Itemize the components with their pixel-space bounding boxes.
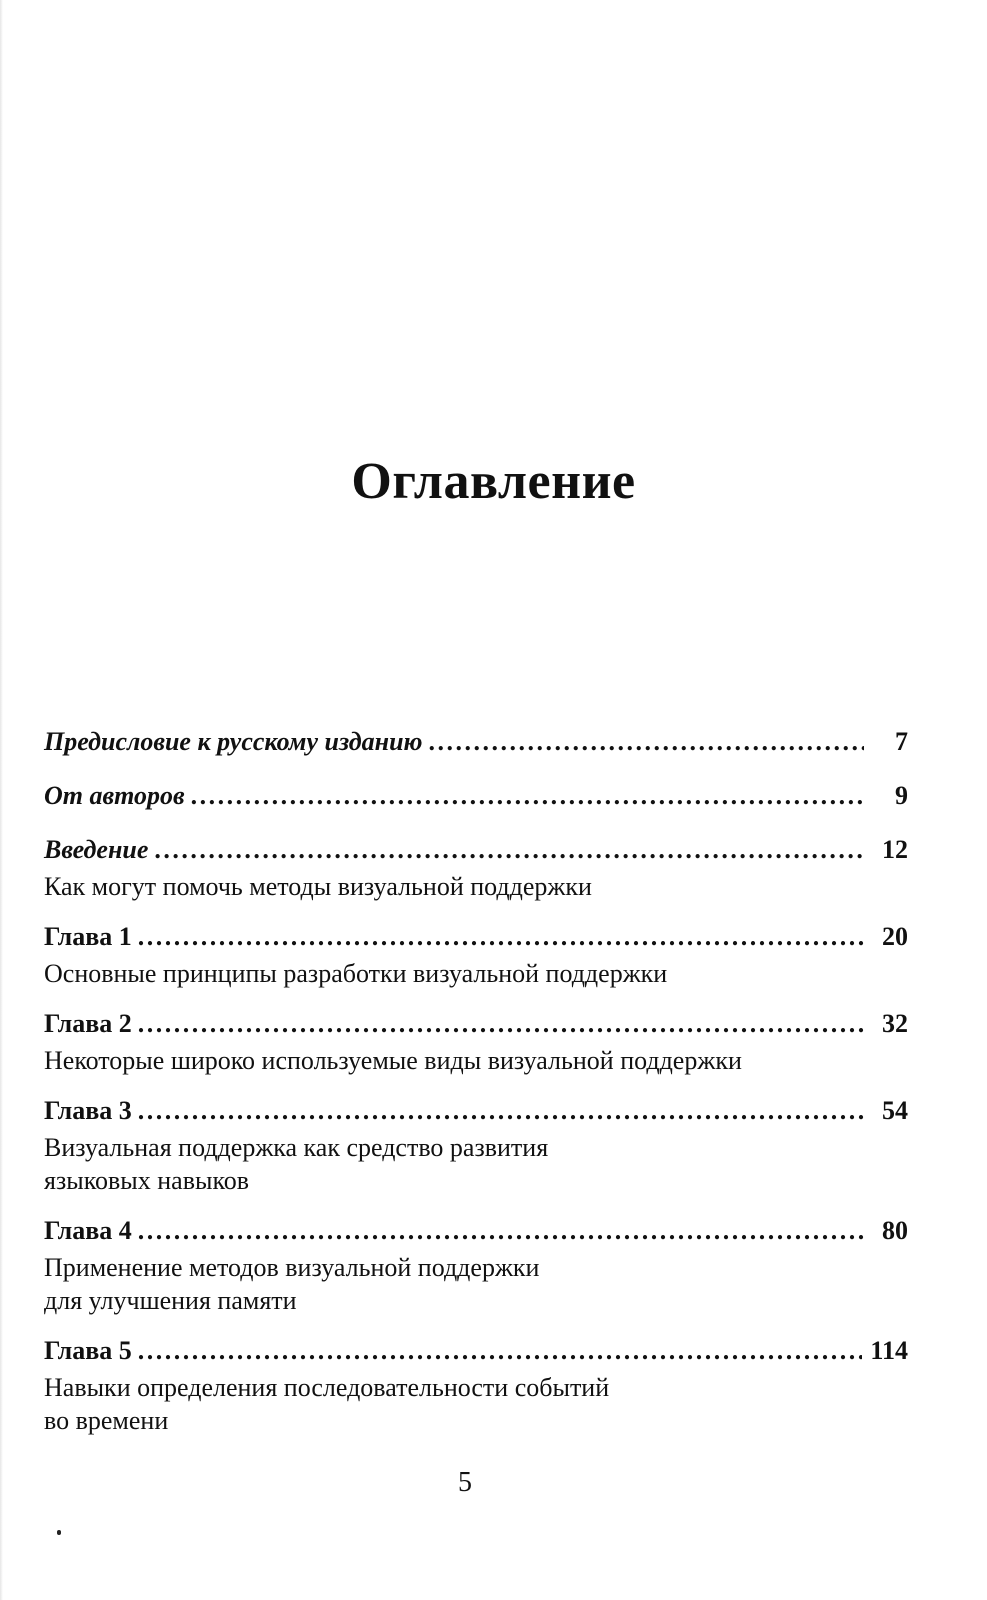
toc-entry-preface-russian[interactable] xyxy=(44,722,908,762)
toc-entry-introduction[interactable] xyxy=(44,830,908,903)
page-number-footer: 5 xyxy=(458,1467,472,1498)
toc-entry-label: Глава 2 xyxy=(44,1009,132,1038)
page-edge-shadow xyxy=(0,0,3,1600)
dot-leader xyxy=(138,1331,863,1371)
toc-entry-chapter-4[interactable] xyxy=(44,1211,908,1317)
toc-entry-chapter-2[interactable] xyxy=(44,1004,908,1077)
toc-entry-label: Глава 1 xyxy=(44,922,132,951)
toc-entry-label: Введение xyxy=(44,835,149,864)
toc-page-number: 32 xyxy=(882,1009,908,1038)
toc-entry-subtitle: Визуальная поддержка как средство развития xyxy=(44,1133,549,1162)
toc-entry-subtitle: Навыки определения последовательности событий xyxy=(44,1373,610,1402)
toc-entry-subtitle: во времени xyxy=(44,1406,169,1435)
toc-entry-subtitle: языковых навыков xyxy=(44,1166,250,1195)
toc-page-number: 80 xyxy=(882,1216,908,1245)
toc-entry-chapter-3[interactable] xyxy=(44,1091,908,1197)
toc-entry-label: От авторов xyxy=(44,781,185,810)
dot-leader xyxy=(429,722,864,762)
toc-page-number: 7 xyxy=(895,727,908,756)
toc-page-number: 54 xyxy=(882,1096,908,1125)
toc-entry-subtitle: для улучшения памяти xyxy=(44,1286,297,1315)
toc-entry-subtitle: Как могут помочь методы визуальной поддержки xyxy=(44,872,592,901)
toc-entry-subtitle: Основные принципы разработки визуальной поддержки xyxy=(44,959,668,988)
print-speck xyxy=(57,1530,61,1535)
dot-leader xyxy=(138,917,864,957)
toc-entry-chapter-5[interactable] xyxy=(44,1331,908,1437)
dot-leader xyxy=(138,1091,864,1131)
toc-page-number: 9 xyxy=(895,781,908,810)
page-title: Оглавление xyxy=(351,453,636,510)
toc-entry-label: Глава 5 xyxy=(44,1336,132,1365)
toc-entry-label: Глава 3 xyxy=(44,1096,132,1125)
toc-page-number: 20 xyxy=(882,922,908,951)
toc-entry-chapter-1[interactable] xyxy=(44,917,908,990)
dot-leader xyxy=(154,830,864,870)
dot-leader xyxy=(138,1211,864,1251)
dot-leader xyxy=(138,1004,864,1044)
toc-entry-subtitle: Применение методов визуальной поддержки xyxy=(44,1253,540,1282)
dot-leader xyxy=(191,776,864,816)
toc-entry-label: Предисловие к русскому изданию xyxy=(44,727,423,756)
toc-entry-subtitle: Некоторые широко используемые виды визуальной поддержки xyxy=(44,1046,742,1075)
toc-entry-label: Глава 4 xyxy=(44,1216,132,1245)
toc-page-number: 12 xyxy=(882,835,908,864)
toc-entry-from-authors[interactable] xyxy=(44,776,908,816)
toc-page-number: 114 xyxy=(870,1336,908,1365)
